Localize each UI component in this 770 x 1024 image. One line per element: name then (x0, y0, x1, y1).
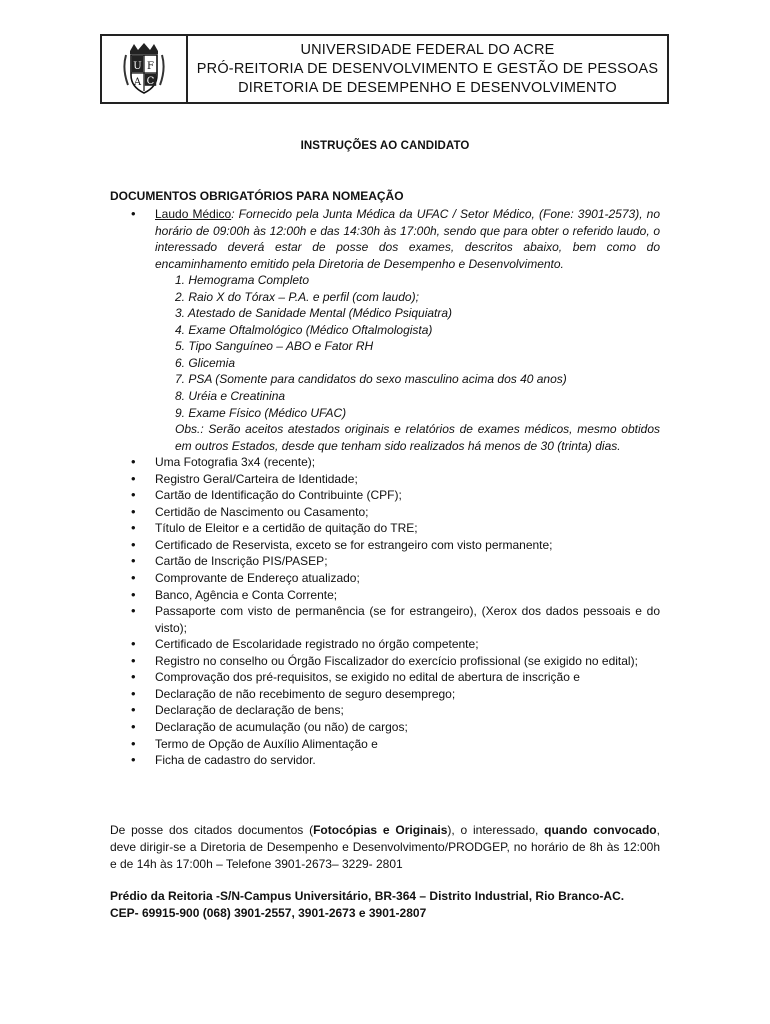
list-item: • Certidão de Nascimento ou Casamento; (110, 504, 660, 521)
svg-text:U: U (133, 61, 142, 72)
ufac-crest-logo (122, 41, 166, 97)
list-item: • Termo de Opção de Auxílio Alimentação e (110, 736, 660, 753)
exam-item: 1. Hemograma Completo (175, 273, 310, 288)
exam-item: 9. Exame Físico (Médico UFAC) (175, 405, 347, 420)
exam-item: 4. Exame Oftalmológico (Médico Oftalmologista) (175, 322, 433, 337)
exam-item: 8. Uréia e Creatinina (175, 389, 286, 404)
contact-line: CEP- 69915-900 (068) 3901-2557, 3901-2673 e 3901-2807 (110, 906, 427, 920)
list-item: • Registro no conselho ou Órgão Fiscalizador do exercício profissional (se exigido no edital); (110, 653, 660, 670)
list-item: • Banco, Agência e Conta Corrente; (110, 587, 660, 604)
list-item: • Comprovação dos pré-requisitos, se exigido no edital de abertura de inscrição e (110, 669, 660, 686)
exam-item: 2. Raio X do Tórax – P.A. e perfil (com laudo); (175, 289, 419, 304)
exam-item: 3. Atestado de Sanidade Mental (Médico Psiquiatra) (175, 306, 453, 321)
list-item: • Cartão de Identificação do Contribuinte (CPF); (110, 487, 660, 504)
list-item-laudo (110, 206, 660, 454)
list-item: • Declaração de declaração de bens; (110, 702, 660, 719)
directorate-name: DIRETORIA DE DESEMPENHO E DESENVOLVIMENTO (238, 79, 617, 96)
list-item: • Certificado de Reservista, exceto se for estrangeiro com visto permanente; (110, 537, 660, 554)
list-item: • Título de Eleitor e a certidão de quitação do TRE; (110, 520, 660, 537)
list-item: • Certificado de Escolaridade registrado no órgão competente; (110, 636, 660, 653)
exam-item: 6. Glicemia (175, 355, 236, 370)
pro-rectorate-name: PRÓ-REITORIA DE DESENVOLVIMENTO E GESTÃO DE PESSOAS (196, 60, 659, 77)
address-footer (110, 888, 670, 922)
list-item: • Declaração de não recebimento de seguro desemprego; (110, 686, 660, 703)
closing-paragraph: De posse dos citados documentos (Fotocópias e Originais), o interessado, quando convocado, deve dirigir-se a Diretoria de Desempenho e Desenvolvimento/PRODGEP, no horário de 8h às 12:00h e de 14h às 17:00h – Telefone 3901-2673– 3229- 2801 (110, 823, 660, 871)
list-item: • Cartão de Inscrição PIS/PASEP; (110, 553, 660, 570)
exam-observation: Obs.: Serão aceitos atestados originais e relatórios de exames médicos, mesmo obtidos em outros Estados, desde que tenham sido realizados há menos de 30 (trinta) dias. (175, 422, 660, 453)
list-item: • Passaporte com visto de permanência (se for estrangeiro), (Xerox dos dados pessoais e do visto); (110, 603, 660, 636)
svg-text:A: A (133, 77, 142, 88)
letterhead-titles (188, 36, 667, 102)
logo-cell (102, 36, 188, 102)
university-name: UNIVERSIDADE FEDERAL DO ACRE (300, 41, 555, 58)
svg-text:F: F (147, 61, 154, 72)
document-title: INSTRUÇÕES AO CANDIDATO (300, 140, 470, 152)
exam-item: 7. PSA (Somente para candidatos do sexo masculino acima dos 40 anos) (175, 372, 567, 387)
section-title: DOCUMENTOS OBRIGATÓRIOS PARA NOMEAÇÃO (110, 189, 404, 203)
list-item: • Uma Fotografia 3x4 (recente); (110, 454, 660, 471)
exam-item: 5. Tipo Sanguíneo – ABO e Fator RH (175, 339, 374, 354)
exam-list (155, 272, 660, 421)
list-item: • Declaração de acumulação (ou não) de cargos; (110, 719, 660, 736)
svg-text:C: C (146, 76, 155, 87)
originals-emphasis: Fotocópias e Originais (313, 823, 448, 837)
list-item: • Ficha de cadastro do servidor. (110, 752, 660, 769)
laudo-description: : Fornecido pela Junta Médica da UFAC / Setor Médico, (Fone: 3901-2573), no horário de 09:00h às 12:00h e das 14:30h às 17:00h, sendo que para obter o referido laudo, o interessado deverá estar de posse dos exames, descritos abaixo, bem como do encaminhamento emitido pela Diretoria de Desempenho e Desenvolvimento. (155, 207, 660, 271)
list-item: • Comprovante de Endereço atualizado; (110, 570, 660, 587)
list-item: • Registro Geral/Carteira de Identidade; (110, 471, 660, 488)
laudo-label: Laudo Médico (155, 207, 232, 221)
address-line: Prédio da Reitoria -S/N-Campus Universitário, BR-364 – Distrito Industrial, Rio Branco-AC. (110, 889, 625, 903)
document-body (110, 206, 660, 769)
letterhead (100, 34, 669, 104)
convocation-emphasis: quando convocado (544, 823, 657, 837)
required-documents-list (110, 206, 660, 769)
